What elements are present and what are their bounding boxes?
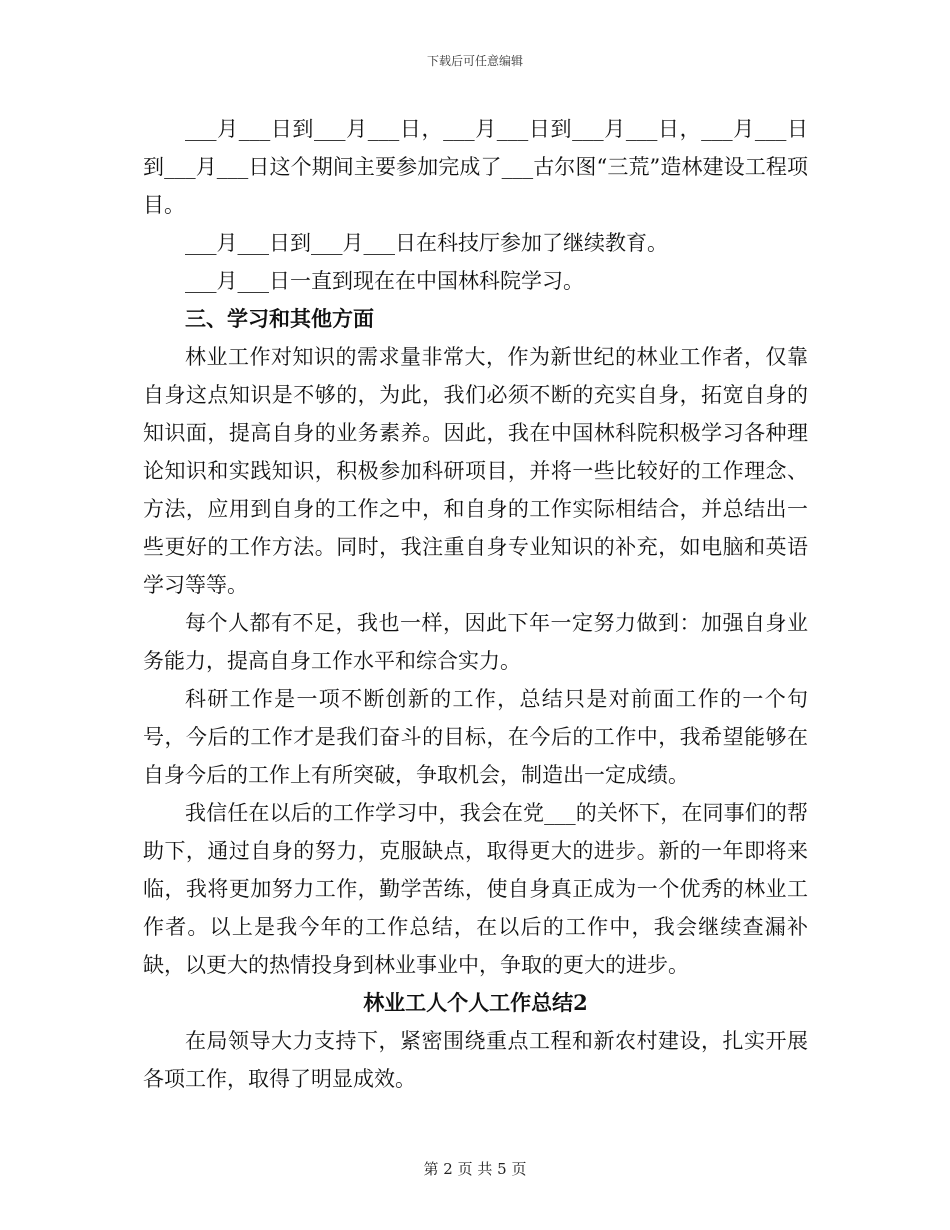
section-heading: 三、学习和其他方面 (185, 306, 374, 331)
paragraph-conclusion: 我信任在以后的工作学习中，我会在党___的关怀下，在同事们的帮助下，通过自身的努力，克服缺点，取得更大的进步。新的一年即将来临，我将更加努力工作，勤学苦练，使自身真正成为一个优秀的林业工作者。以上是我今年的工作总结，在以后的工作中，我会继续查漏补缺，以更大的热情投身到林业事业中，争取的更大的进步。 (143, 801, 808, 977)
document-body (143, 110, 808, 1098)
paragraph-summary-intro: 在局领导大力支持下，紧密围绕重点工程和新农村建设，扎实开展各项工作，取得了明显成效。 (143, 1029, 808, 1091)
paragraph-research: 科研工作是一项不断创新的工作，总结只是对前面工作的一个句号，今后的工作才是我们奋斗的目标，在今后的工作中，我希望能够在自身今后的工作上有所突破，争取机会，制造出一定成绩。 (143, 687, 808, 787)
paragraph-continuing-education: ___月___日到___月___日在科技厅参加了继续教育。 (185, 231, 668, 255)
paragraph-project-dates: ___月___日到___月___日，___月___日到___月___日，___月___日到___月___日这个期间主要参加完成了___古尔图“三荒”造林建设工程项目。 (143, 117, 808, 217)
document-title: 林业工人个人工作总结2 (363, 990, 588, 1015)
page-footer: 第 2 页 共 5 页 (423, 1160, 527, 1178)
paragraph-learning: 林业工作对知识的需求量非常大，作为新世纪的林业工作者，仅靠自身这点知识是不够的，为此，我们必须不断的充实自身，拓宽自身的知识面，提高自身的业务素养。因此，我在中国林科院积极学习各种理论知识和实践知识，积极参加科研项目，并将一些比较好的工作理念、方法，应用到自身的工作之中，和自身的工作实际相结合，并总结出一些更好的工作方法。同时，我注重自身专业知识的补充，如电脑和英语学习等等。 (143, 345, 808, 597)
paragraph-shortcomings: 每个人都有不足，我也一样，因此下年一定努力做到：加强自身业务能力，提高自身工作水平和综合实力。 (143, 611, 808, 673)
page-header: 下载后可任意编辑 (426, 54, 523, 68)
paragraph-current-study: ___月___日一直到现在在中国林科院学习。 (185, 269, 584, 293)
